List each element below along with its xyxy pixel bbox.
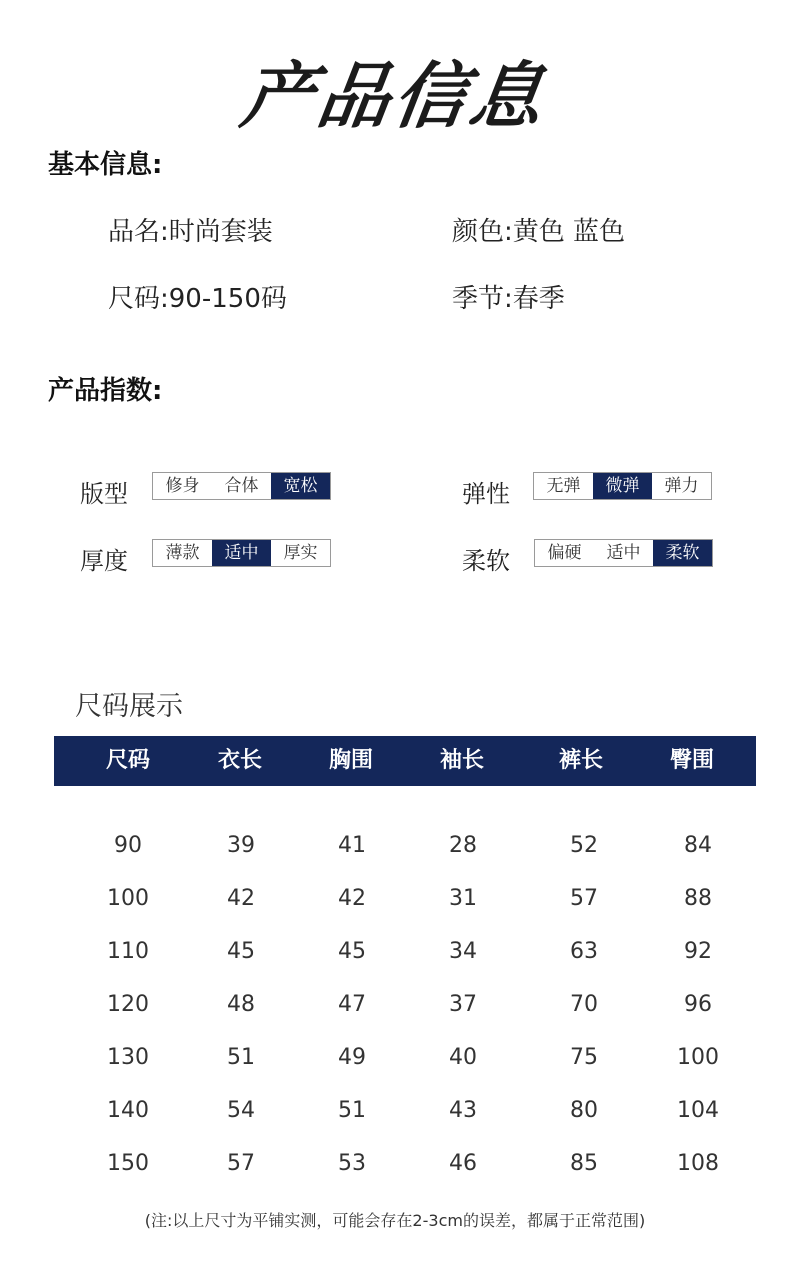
table-cell: 140 (107, 1098, 149, 1123)
index-option-selected: 微弹 (593, 473, 652, 499)
table-cell: 54 (227, 1098, 255, 1123)
table-cell: 42 (227, 886, 255, 911)
index-options-fit (152, 472, 331, 500)
product-index-heading: 产品指数: (48, 376, 163, 406)
measurement-note: (注:以上尺寸为平铺实测，可能会存在2-3cm的误差，都属于正常范围) (144, 1211, 646, 1230)
size-range-row (108, 278, 287, 315)
index-options-thickness (152, 539, 331, 567)
table-cell: 45 (338, 939, 366, 964)
table-cell: 49 (338, 1045, 366, 1070)
size-range-label: 尺码: (108, 284, 169, 314)
table-cell: 31 (449, 886, 477, 911)
table-cell: 40 (449, 1045, 477, 1070)
table-header-cell: 裤长 (558, 748, 603, 773)
index-option: 厚实 (283, 543, 318, 563)
table-cell: 70 (570, 992, 598, 1017)
basic-info-heading: 基本信息: (48, 150, 163, 180)
table-cell: 28 (449, 833, 477, 858)
table-cell: 92 (684, 939, 712, 964)
season-label: 季节: (452, 284, 513, 314)
table-cell: 43 (449, 1098, 477, 1123)
color-label: 颜色: (452, 217, 513, 247)
table-cell: 120 (107, 992, 149, 1017)
product-name-row (108, 211, 273, 248)
table-cell: 52 (570, 833, 598, 858)
table-header-cell: 胸围 (328, 748, 373, 773)
table-cell: 88 (684, 886, 712, 911)
table-cell: 80 (570, 1098, 598, 1123)
table-cell: 130 (107, 1045, 149, 1070)
table-cell: 37 (449, 992, 477, 1017)
table-cell: 104 (677, 1098, 719, 1123)
table-cell: 84 (684, 833, 712, 858)
table-cell: 108 (677, 1151, 719, 1176)
table-cell: 96 (684, 992, 712, 1017)
table-cell: 51 (227, 1045, 255, 1070)
product-name-value: 时尚套装 (168, 217, 273, 247)
season-row (452, 278, 565, 315)
index-option: 弹力 (664, 476, 699, 496)
table-cell: 42 (338, 886, 366, 911)
index-label-softness: 柔软 (462, 547, 510, 575)
table-header-cell: 尺码 (105, 748, 150, 773)
table-cell: 41 (338, 833, 366, 858)
table-cell: 53 (338, 1151, 366, 1176)
size-range-value: 90-150码 (168, 284, 287, 314)
table-cell: 57 (570, 886, 598, 911)
page-title: 产品信息 (236, 54, 553, 138)
table-cell: 47 (338, 992, 366, 1017)
table-cell: 48 (227, 992, 255, 1017)
table-cell: 34 (449, 939, 477, 964)
index-label-elasticity: 弹性 (462, 480, 510, 508)
color-row (452, 211, 625, 248)
index-option: 适中 (606, 543, 641, 563)
table-cell: 85 (570, 1151, 598, 1176)
index-option-selected: 宽松 (271, 473, 330, 499)
table-header-cell: 臀围 (669, 748, 714, 773)
index-options-elasticity (533, 472, 712, 500)
index-option-selected: 适中 (212, 540, 271, 566)
index-option-selected: 柔软 (653, 540, 712, 566)
table-cell: 100 (107, 886, 149, 911)
product-name-label: 品名: (108, 217, 169, 247)
table-cell: 100 (677, 1045, 719, 1070)
size-table-header (54, 736, 756, 786)
table-cell: 63 (570, 939, 598, 964)
index-option: 合体 (224, 476, 259, 496)
size-chart-heading: 尺码展示 (75, 691, 183, 722)
table-cell: 57 (227, 1151, 255, 1176)
season-value: 春季 (512, 284, 565, 314)
table-cell: 39 (227, 833, 255, 858)
index-option: 偏硬 (547, 543, 582, 563)
index-options-softness (534, 539, 713, 567)
table-cell: 150 (107, 1151, 149, 1176)
index-label-fit: 版型 (80, 480, 128, 508)
table-header-cell: 衣长 (217, 748, 262, 773)
table-cell: 45 (227, 939, 255, 964)
table-cell: 51 (338, 1098, 366, 1123)
table-cell: 90 (114, 833, 142, 858)
table-header-cell: 袖长 (439, 748, 484, 773)
index-option: 修身 (165, 476, 200, 496)
table-cell: 75 (570, 1045, 598, 1070)
index-option: 无弹 (546, 476, 581, 496)
color-value: 黄色 蓝色 (512, 217, 626, 247)
table-cell: 110 (107, 939, 149, 964)
index-label-thickness: 厚度 (80, 547, 128, 575)
table-cell: 46 (449, 1151, 477, 1176)
index-option: 薄款 (165, 543, 200, 563)
